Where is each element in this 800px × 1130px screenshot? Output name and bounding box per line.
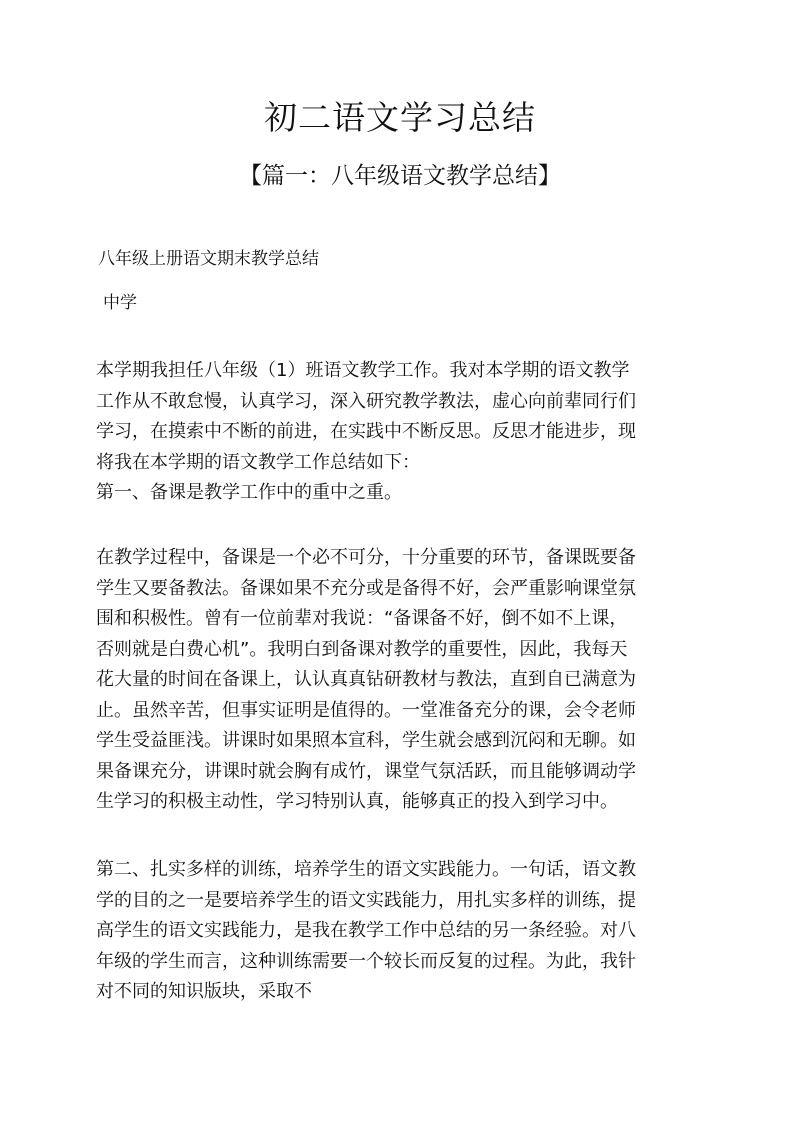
paragraph-practice	[96, 855, 716, 1008]
paragraph-line: 止。虽然辛苦，但事实证明是值得的。一堂准备充分的课，会令老师	[96, 699, 636, 721]
paragraph-line: 学的目的之一是要培养学生的语文实践能力，用扎实多样的训练，提	[96, 889, 636, 911]
paragraph-line: 对不同的知识版块，采取不	[96, 981, 312, 1002]
section-subtitle: 【篇一：八年级语文教学总结】	[239, 163, 561, 189]
paragraph-line: 工作从不敢怠慢，认真学习，深入研究教学教法，虚心向前辈同行们	[96, 390, 636, 412]
paragraph-line: 第二、扎实多样的训练，培养学生的语文实践能力。一句话，语文教	[96, 859, 636, 880]
paragraph-lesson-prep	[96, 543, 716, 818]
paragraph-line: 围和积极性。曾有一位前辈对我说：“备课备不好，倒不如不上课，	[96, 608, 628, 629]
paragraph-line: 将我在本学期的语文教学工作总结如下：	[96, 451, 420, 473]
paragraph-line: 否则就是白费心机”。我明白到备课对教学的重要性，因此，我每天	[96, 638, 628, 660]
paragraph-line: 年级的学生而言，这种训练需要一个较长而反复的过程。为此，我针	[96, 950, 636, 972]
report-heading: 八年级上册语文期末教学总结	[98, 249, 319, 269]
document-title: 初二语文学习总结	[264, 98, 536, 137]
paragraph-line: 生学习的积极主动性，学习特别认真，能够真正的投入到学习中。	[96, 791, 618, 812]
paragraph-line: 学习，在摸索中不断的前进，在实践中不断反思。反思才能进步，现	[96, 421, 636, 442]
paragraph-line: 花大量的时间在备课上，认认真真钻研教材与教法，直到自已满意为	[96, 669, 636, 690]
paragraph-line: 学生又要备教法。备课如果不充分或是备得不好，会严重影响课堂氛	[96, 577, 636, 599]
paragraph-line: 果备课充分，讲课时就会胸有成竹，课堂气氛活跃，而且能够调动学	[96, 760, 636, 782]
school-name: 中学	[103, 293, 137, 313]
paragraph-line: 在教学过程中，备课是一个必不可分，十分重要的环节，备课既要备	[96, 547, 636, 568]
paragraph-line: 高学生的语文实践能力，是我在教学工作中总结的另一条经验。对八	[96, 920, 636, 941]
paragraph-line: 第一、备课是教学工作中的重中之重。	[96, 482, 402, 503]
paragraph-line: 本学期我担任八年级（1）班语文教学工作。我对本学期的语文教学	[96, 360, 630, 381]
paragraph-line: 学生受益匪浅。讲课时如果照本宣科，学生就会感到沉闷和无聊。如	[96, 730, 636, 751]
paragraph-intro	[96, 356, 716, 509]
